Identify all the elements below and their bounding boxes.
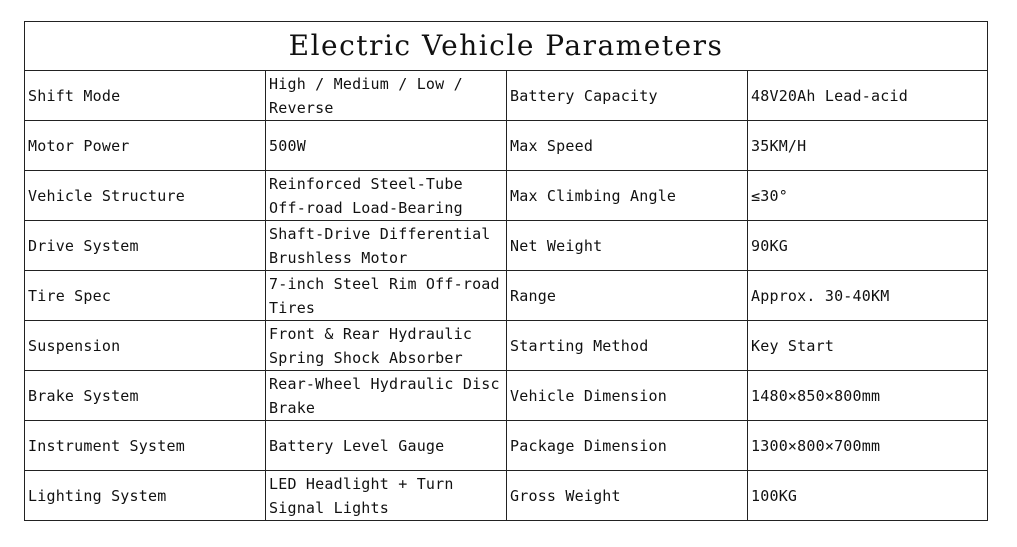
param-value: Approx. 30-40KM [748,271,988,321]
param-value: 35KM/H [748,121,988,171]
param-value: 1300×800×700mm [748,421,988,471]
param-value: 7-inch Steel Rim Off-road Tires [266,271,507,321]
table-title: Electric Vehicle Parameters [25,22,988,71]
param-label: Drive System [25,221,266,271]
param-value: ≤30° [748,171,988,221]
param-label: Range [507,271,748,321]
param-label: Instrument System [25,421,266,471]
param-label: Motor Power [25,121,266,171]
param-label: Max Speed [507,121,748,171]
param-value: 90KG [748,221,988,271]
table-row [25,121,988,171]
table-row [25,71,988,121]
param-label: Vehicle Structure [25,171,266,221]
table-row [25,271,988,321]
param-label: Max Climbing Angle [507,171,748,221]
title-row [25,22,988,71]
param-value: Front & Rear Hydraulic Spring Shock Absorber [266,321,507,371]
param-value: 48V20Ah Lead-acid [748,71,988,121]
table-row [25,321,988,371]
param-label: Brake System [25,371,266,421]
spec-table [24,21,988,521]
param-value: Reinforced Steel-Tube Off-road Load-Bearing [266,171,507,221]
param-value: High / Medium / Low / Reverse [266,71,507,121]
param-value: LED Headlight + Turn Signal Lights [266,471,507,521]
table-row [25,171,988,221]
param-value: 500W [266,121,507,171]
table-row [25,421,988,471]
param-label: Package Dimension [507,421,748,471]
param-value: Rear-Wheel Hydraulic Disc Brake [266,371,507,421]
param-value: Shaft-Drive Differential Brushless Motor [266,221,507,271]
param-label: Net Weight [507,221,748,271]
param-label: Suspension [25,321,266,371]
param-value: 1480×850×800mm [748,371,988,421]
param-value: Battery Level Gauge [266,421,507,471]
param-label: Vehicle Dimension [507,371,748,421]
param-label: Gross Weight [507,471,748,521]
param-label: Shift Mode [25,71,266,121]
param-value: Key Start [748,321,988,371]
param-value: 100KG [748,471,988,521]
table-row [25,371,988,421]
param-label: Starting Method [507,321,748,371]
table-row [25,221,988,271]
param-label: Battery Capacity [507,71,748,121]
param-label: Tire Spec [25,271,266,321]
table-row [25,471,988,521]
param-label: Lighting System [25,471,266,521]
